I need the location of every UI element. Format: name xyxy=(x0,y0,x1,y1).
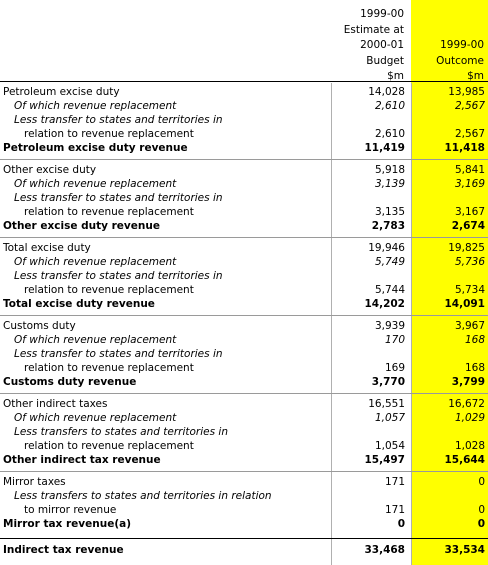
estimate-value: 3,135 xyxy=(374,206,405,218)
outcome-value: 3,169 xyxy=(454,178,485,190)
table-row xyxy=(0,489,488,503)
outcome-value: 0 xyxy=(477,518,485,530)
table-row xyxy=(0,319,488,333)
outcome-value: 0 xyxy=(478,504,485,516)
outcome-value: 13,985 xyxy=(448,86,485,98)
row-divider xyxy=(0,393,488,394)
row-divider xyxy=(0,237,488,238)
header-estimate-line: 1999-00 xyxy=(360,8,404,20)
row-label: relation to revenue replacement xyxy=(24,206,194,218)
estimate-value: 0 xyxy=(397,518,405,530)
table-row xyxy=(0,297,488,311)
header-estimate-line: $m xyxy=(387,70,404,82)
outcome-value: 16,672 xyxy=(448,398,485,410)
estimate-value: 171 xyxy=(384,476,405,488)
table-row xyxy=(0,269,488,283)
row-label: to mirror revenue xyxy=(24,504,117,516)
row-label: Customs duty revenue xyxy=(3,376,137,388)
row-label: relation to revenue replacement xyxy=(24,362,194,374)
header-estimate-line: Estimate at xyxy=(343,23,404,36)
estimate-value: 19,946 xyxy=(368,242,405,254)
outcome-value: 15,644 xyxy=(444,454,485,466)
estimate-value: 1,054 xyxy=(374,440,405,452)
outcome-value: 1,029 xyxy=(454,412,485,424)
estimate-value: 16,551 xyxy=(368,398,405,410)
row-label: Of which revenue replacement xyxy=(14,256,177,268)
row-label: Of which revenue replacement xyxy=(14,178,177,190)
estimate-value: 3,139 xyxy=(374,178,405,190)
row-label: Mirror taxes xyxy=(3,476,66,488)
row-divider xyxy=(0,471,488,472)
outcome-value: 2,674 xyxy=(451,220,485,232)
table-row xyxy=(0,85,488,99)
row-label: Customs duty xyxy=(3,320,76,332)
outcome-value: 14,091 xyxy=(444,298,485,310)
outcome-value: 19,825 xyxy=(448,242,485,254)
outcome-value: 0 xyxy=(478,476,485,488)
table-row xyxy=(0,141,488,155)
estimate-value: 3,770 xyxy=(371,376,405,388)
row-divider xyxy=(0,315,488,316)
header-estimate-line: 2000-01 xyxy=(360,39,404,51)
table-row xyxy=(0,397,488,411)
estimate-value: 2,610 xyxy=(374,100,405,112)
row-label: Petroleum excise duty revenue xyxy=(3,142,188,154)
estimate-value: 5,918 xyxy=(374,164,405,176)
row-label: Total excise duty xyxy=(3,242,91,254)
estimate-value: 5,749 xyxy=(374,256,405,268)
row-label: relation to revenue replacement xyxy=(24,284,194,296)
table-row xyxy=(0,439,488,453)
table-row xyxy=(0,241,488,255)
table-row xyxy=(0,333,488,347)
estimate-value: 170 xyxy=(384,334,405,346)
outcome-value: 2,567 xyxy=(454,100,485,112)
header-outcome-line: 1999-00 xyxy=(440,39,484,51)
row-label: Mirror tax revenue(a) xyxy=(3,518,132,530)
outcome-value: 1,028 xyxy=(454,440,485,452)
table-row xyxy=(0,205,488,219)
row-label: Less transfer to states and territories in xyxy=(14,114,223,126)
estimate-value: 2,783 xyxy=(371,220,405,232)
outcome-value: 11,418 xyxy=(444,142,485,154)
estimate-value: 1,057 xyxy=(374,412,405,424)
row-divider xyxy=(0,159,488,160)
outcome-value: 168 xyxy=(464,362,485,374)
table-row xyxy=(0,517,488,531)
estimate-value: 169 xyxy=(384,362,405,374)
row-label: Of which revenue replacement xyxy=(14,412,177,424)
row-label: Of which revenue replacement xyxy=(14,100,177,112)
outcome-value: 3,799 xyxy=(451,376,485,388)
row-label: Less transfer to states and territories in xyxy=(14,348,223,360)
table-row xyxy=(0,113,488,127)
row-label: Other excise duty revenue xyxy=(3,220,160,232)
outcome-value: 168 xyxy=(464,334,485,346)
estimate-value: 171 xyxy=(384,504,405,516)
row-label: Other indirect tax revenue xyxy=(3,454,161,466)
table-row xyxy=(0,99,488,113)
row-label: Indirect tax revenue xyxy=(3,544,124,556)
outcome-value: 33,534 xyxy=(444,544,485,556)
total-row xyxy=(0,543,488,557)
header-outcome-line: $m xyxy=(467,70,484,82)
table-row xyxy=(0,191,488,205)
outcome-value: 5,734 xyxy=(454,284,485,296)
header-outcome xyxy=(436,38,484,85)
row-label: Other excise duty xyxy=(3,164,97,176)
table-row xyxy=(0,177,488,191)
header-estimate-line: Budget xyxy=(366,54,404,67)
outcome-value: 2,567 xyxy=(454,128,485,140)
table-row xyxy=(0,283,488,297)
outcome-value: 3,967 xyxy=(454,320,485,332)
table-row xyxy=(0,347,488,361)
table-row xyxy=(0,255,488,269)
table-row xyxy=(0,503,488,517)
estimate-value: 2,610 xyxy=(374,128,405,140)
row-label: Less transfers to states and territories in relation xyxy=(14,490,272,502)
table-row xyxy=(0,127,488,141)
row-divider xyxy=(0,538,488,539)
estimate-value: 15,497 xyxy=(364,454,405,466)
estimate-value: 3,939 xyxy=(374,320,405,332)
table-row xyxy=(0,361,488,375)
outcome-value: 3,167 xyxy=(454,206,485,218)
table-row xyxy=(0,163,488,177)
table-row xyxy=(0,219,488,233)
row-label: Of which revenue replacement xyxy=(14,334,177,346)
row-label: Less transfer to states and territories in xyxy=(14,270,223,282)
outcome-value: 5,841 xyxy=(454,164,485,176)
row-label: relation to revenue replacement xyxy=(24,440,194,452)
table-row xyxy=(0,475,488,489)
row-label: Petroleum excise duty xyxy=(3,86,120,98)
row-label: Other indirect taxes xyxy=(3,398,108,410)
row-label: relation to revenue replacement xyxy=(24,128,194,140)
estimate-value: 14,028 xyxy=(368,86,405,98)
table-row xyxy=(0,411,488,425)
estimate-value: 11,419 xyxy=(364,142,405,154)
table-row xyxy=(0,425,488,439)
header-outcome-line: Outcome xyxy=(436,54,484,67)
table-row xyxy=(0,375,488,389)
row-divider xyxy=(0,81,488,82)
estimate-value: 14,202 xyxy=(364,298,405,310)
estimate-value: 5,744 xyxy=(374,284,405,296)
header-estimate xyxy=(344,7,404,85)
outcome-value: 5,736 xyxy=(454,256,485,268)
row-label: Less transfer to states and territories in xyxy=(14,192,223,204)
estimate-value: 33,468 xyxy=(364,544,405,556)
row-label: Less transfers to states and territories in xyxy=(14,426,228,438)
row-label: Total excise duty revenue xyxy=(3,298,155,310)
table-row xyxy=(0,453,488,467)
